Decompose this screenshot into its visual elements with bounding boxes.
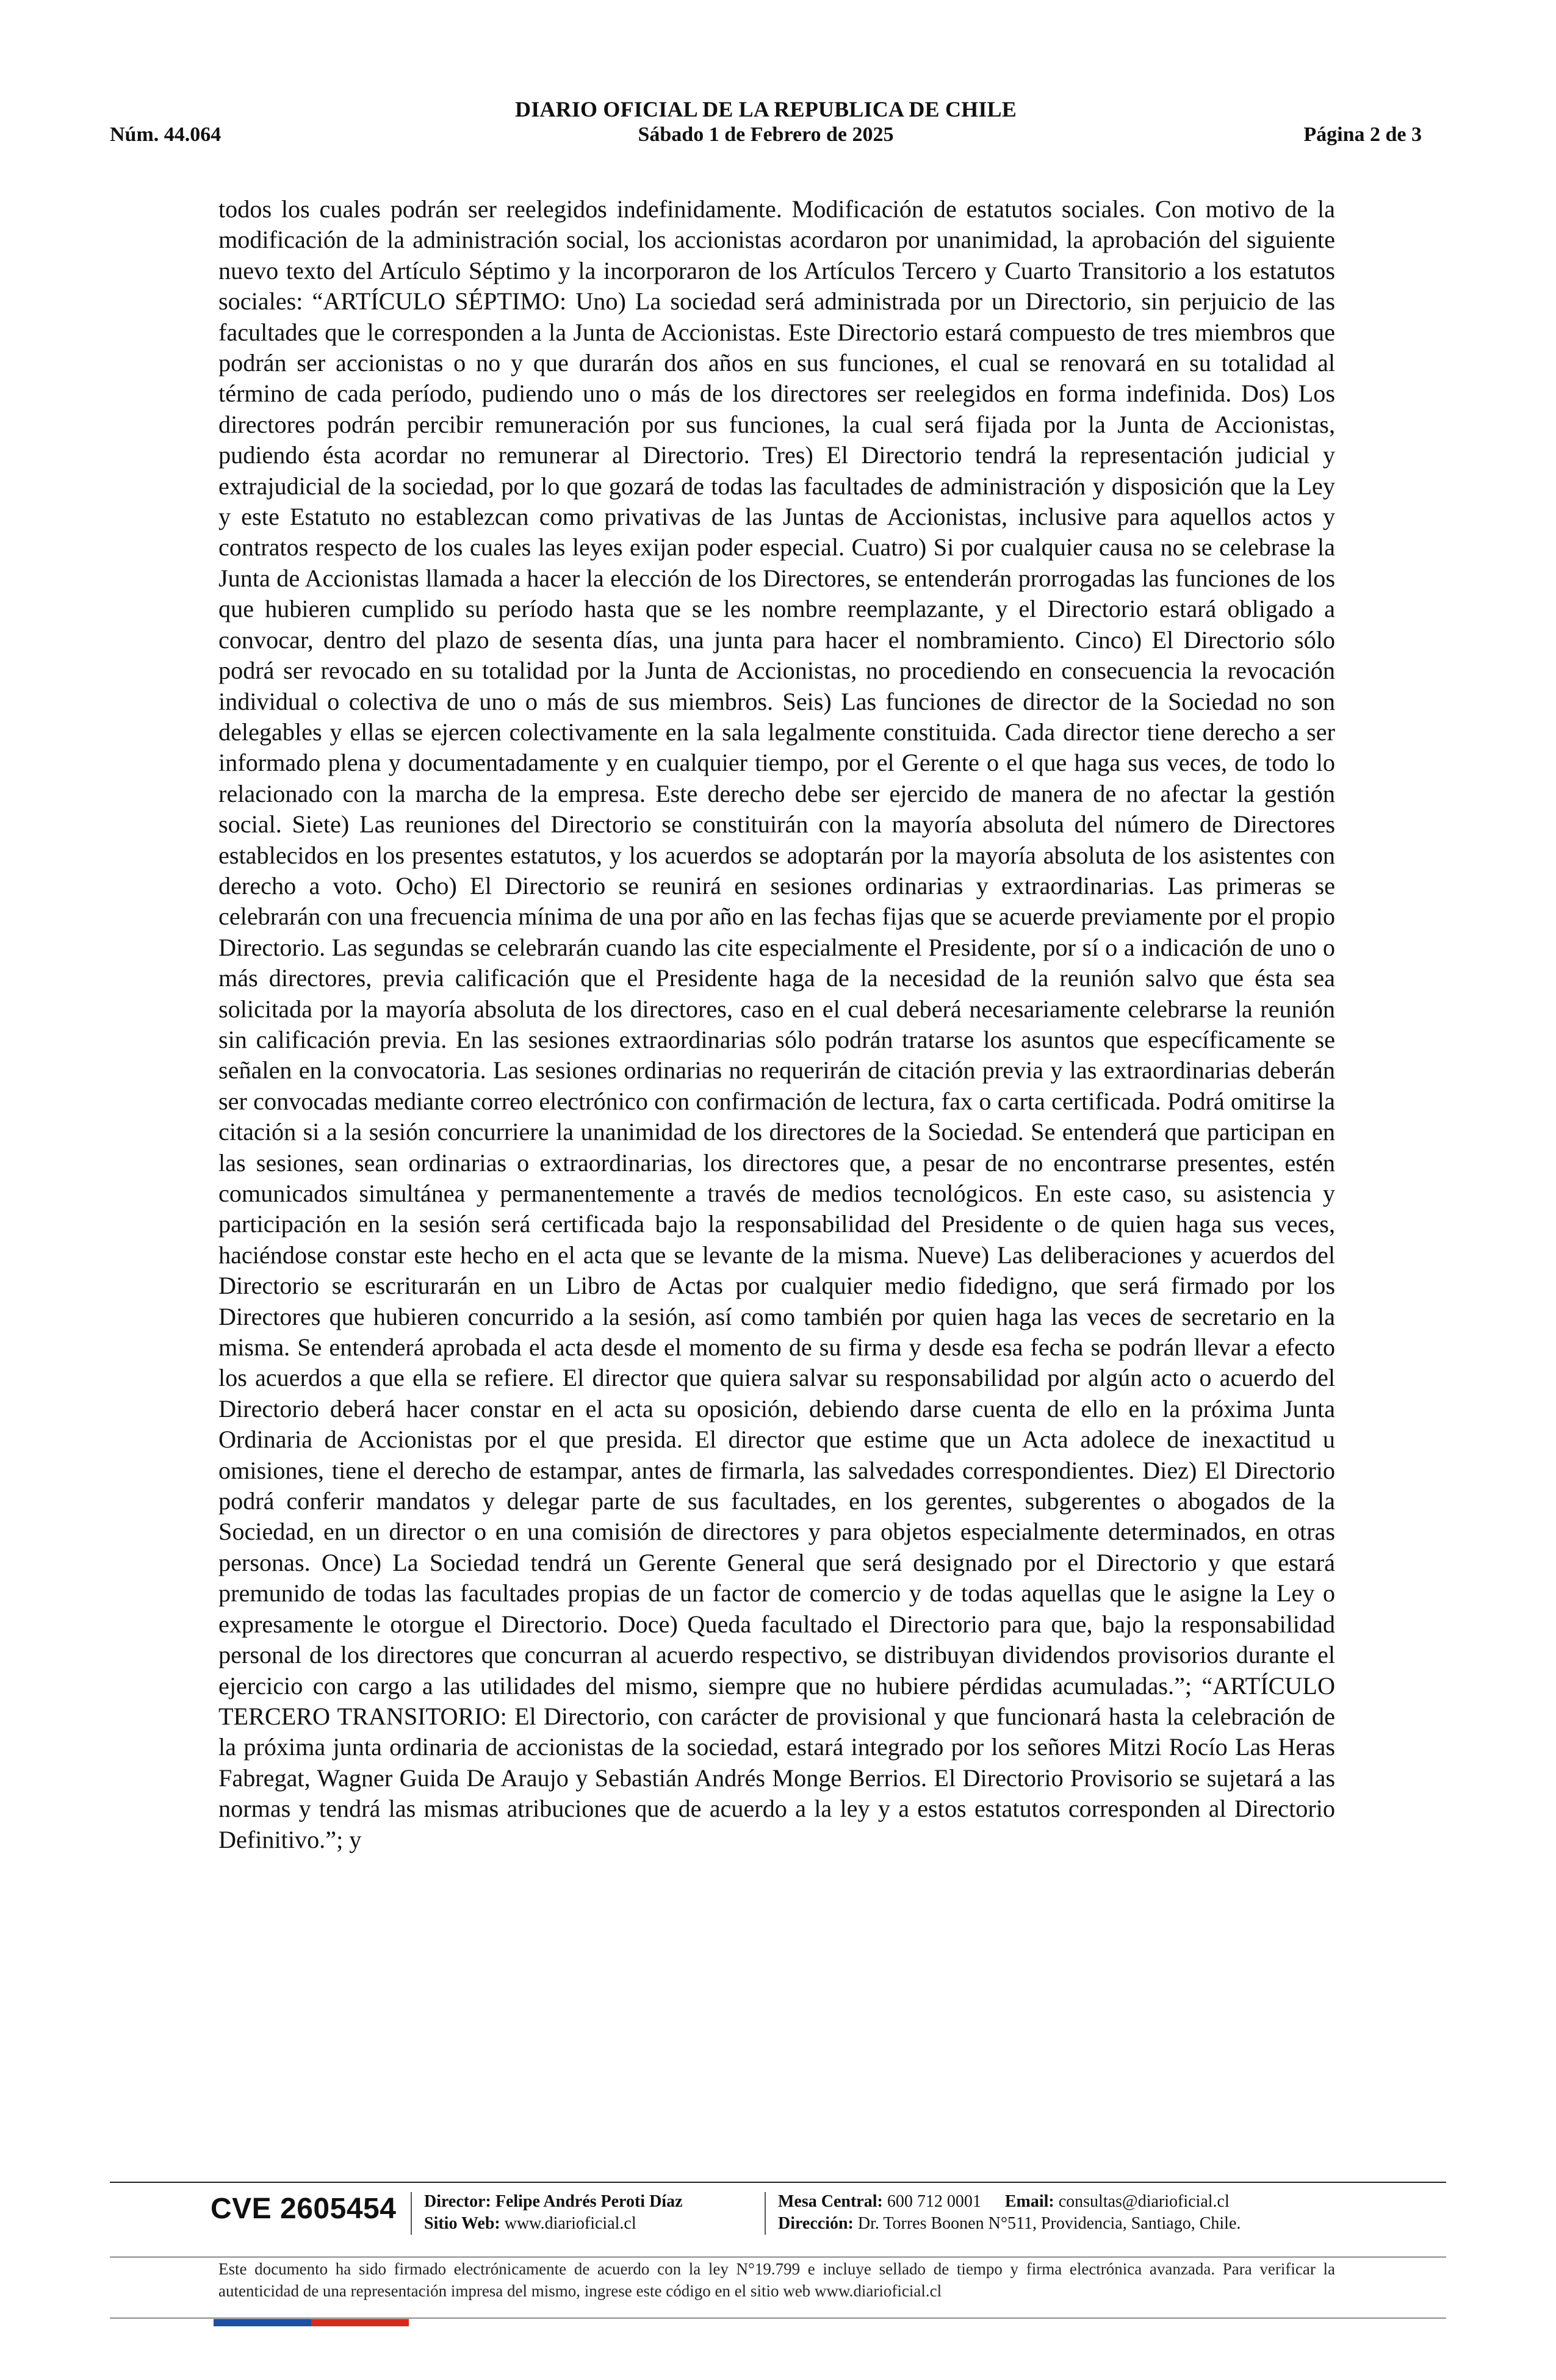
website-label: Sitio Web:	[424, 2214, 500, 2233]
footer-separator	[411, 2192, 412, 2235]
website-link[interactable]: www.diarioficial.cl	[504, 2214, 636, 2233]
flag-stripe-blue	[214, 2319, 311, 2326]
flag-stripe-red	[311, 2319, 409, 2326]
page-indicator: Página 2 de 3	[1303, 123, 1422, 146]
legal-notice: Este documento ha sido firmado electrónicamente de acuerdo con la ley N°19.799 e incluye sellado de tiempo y firma electrónica avanzada. Para verificar la autenticidad de una representación impresa del mismo, ingrese este código en el sitio web www.diarioficial.cl	[218, 2260, 1335, 2300]
email-label: Email:	[1004, 2192, 1054, 2211]
footer-divider	[110, 2182, 1446, 2183]
director-line	[424, 2191, 683, 2213]
issue-number: Núm. 44.064	[110, 123, 222, 146]
flag-stripe	[214, 2319, 409, 2326]
publication-title: DIARIO OFICIAL DE LA REPUBLICA DE CHILE	[515, 97, 1017, 121]
address-value: Dr. Torres Boonen N°511, Providencia, Santiago, Chile.	[857, 2214, 1241, 2233]
contact-line	[778, 2191, 1241, 2213]
phone-number: 600 712 0001	[887, 2192, 981, 2211]
address-line	[778, 2213, 1241, 2235]
website-line	[424, 2213, 683, 2235]
footer-contact-left	[424, 2191, 683, 2235]
cve-code: CVE 2605454	[211, 2193, 397, 2225]
footer-contact-right	[778, 2191, 1241, 2235]
address-label: Dirección:	[778, 2214, 854, 2233]
phone-label: Mesa Central:	[778, 2192, 883, 2211]
page-header	[110, 92, 1422, 153]
director-label: Director:	[424, 2192, 491, 2211]
director-name: Felipe Andrés Peroti Díaz	[495, 2192, 683, 2211]
document-body: todos los cuales podrán ser reelegidos indefinidamente. Modificación de estatutos sociales. Con motivo de la modificación de la administración social, los accionistas acordaron por unanimidad, la aprobación del siguiente nuevo texto del Artículo Séptimo y la incorporaron de los Artículos Tercero y Cuarto Transitorio a los estatutos sociales: “ARTÍCULO SÉPTIMO: Uno) La sociedad será administrada por un Directorio, sin perjuicio de las facultades que le corresponden a la Junta de Accionistas. Este Directorio estará compuesto de tres miembros que podrán ser accionistas o no y que durarán dos años en sus funciones, el cual se renovará en su totalidad al término de cada período, pudiendo uno o más de los directores ser reelegidos en forma indefinida. Dos) Los directores podrán percibir remuneración por sus funciones, la cual será fijada por la Junta de Accionistas, pudiendo ésta acordar no remunerar al Directorio. Tres) El Directorio tendrá la representación judicial y extrajudicial de la sociedad, por lo que gozará de todas las facultades de administración y disposición que la Ley y este Estatuto no establezcan como privativas de las Juntas de Accionistas, inclusive para aquellos actos y contratos respecto de los cuales las leyes exijan poder especial. Cuatro) Si por cualquier causa no se celebrase la Junta de Accionistas llamada a hacer la elección de los Directores, se entenderán prorrogadas las funciones de los que hubieren cumplido su período hasta que se les nombre reemplazante, y el Directorio estará obligado a convocar, dentro del plazo de sesenta días, una junta para hacer el nombramiento. Cinco) El Directorio sólo podrá ser revocado en su totalidad por la Junta de Accionistas, no procediendo en consecuencia la revocación individual o colectiva de uno o más de sus miembros. Seis) Las funciones de director de la Sociedad no son delegables y ellas se ejercen colectivamente en la sala legalmente constituida. Cada director tiene derecho a ser informado plena y documentadamente y en cualquier tiempo, por el Gerente o el que haga sus veces, de todo lo relacionado con la marcha de la empresa. Este derecho debe ser ejercido de manera de no afectar la gestión social. Siete) Las reuniones del Directorio se constituirán con la mayoría absoluta del número de Directores establecidos en los presentes estatutos, y los acuerdos se adoptarán por la mayoría absoluta de los asistentes con derecho a voto. Ocho) El Directorio se reunirá en sesiones ordinarias y extraordinarias. Las primeras se celebrarán con una frecuencia mínima de una por año en las fechas fijas que se acuerde previamente por el propio Directorio. Las segundas se celebrarán cuando las cite especialmente el Presidente, por sí o a indicación de uno o más directores, previa calificación que el Presidente haga de la necesidad de la reunión salvo que ésta sea solicitada por la mayoría absoluta de los directores, caso en el cual deberá necesariamente celebrarse la reunión sin calificación previa. En las sesiones extraordinarias sólo podrán tratarse los asuntos que específicamente se señalen en la convocatoria. Las sesiones ordinarias no requerirán de citación previa y las extraordinarias deberán ser convocadas mediante correo electrónico con confirmación de lectura, fax o carta certificada. Podrá omitirse la citación si a la sesión concurriere la unanimidad de los directores de la Sociedad. Se entenderá que participan en las sesiones, sean ordinarias o extraordinarias, los directores que, a pesar de no encontrarse presentes, estén comunicados simultánea y permanentemente a través de medios tecnológicos. En este caso, su asistencia y participación en la sesión será certificada bajo la responsabilidad del Presidente o de quien haga sus veces, haciéndose constar este hecho en el acta que se levante de la misma. Nueve) Las deliberaciones y acuerdos del Directorio se escriturarán en un Libro de Actas por cualquier medio fidedigno, que será firmado por los Directores que hubieren concurrido a la sesión, así como también por quien haga las veces de secretario en la misma. Se entenderá aprobada el acta desde el momento de su firma y desde esa fecha se podrán llevar a efecto los acuerdos a que ella se refiere. El director que quiera salvar su responsabilidad por algún acto o acuerdo del Directorio deberá hacer constar en el acta su oposición, debiendo darse cuenta de ello en la próxima Junta Ordinaria de Accionistas por el que presida. El director que estime que un Acta adolece de inexactitud u omisiones, tiene el derecho de estampar, antes de firmarla, las salvedades correspondientes. Diez) El Directorio podrá conferir mandatos y delegar parte de sus facultades, en los gerentes, subgerentes o abogados de la Sociedad, en un director o en una comisión de directores y para objetos especialmente determinados, en otras personas. Once) La Sociedad tendrá un Gerente General que será designado por el Directorio y que estará premunido de todas las facultades propias de un factor de comercio y de todas aquellas que le asigne la Ley o expresamente le otorgue el Directorio. Doce) Queda facultado el Directorio para que, bajo la responsabilidad personal de los directores que concurran al acuerdo respectivo, se distribuyan dividendos provisorios durante el ejercicio con cargo a las utilidades del mismo, siempre que no hubiere pérdidas acumuladas.”; “ARTÍCULO TERCERO TRANSITORIO: El Directorio, con carácter de provisional y que funcionará hasta la celebración de la próxima junta ordinaria de accionistas de la sociedad, estará integrado por los señores Mitzi Rocío Las Heras Fabregat, Wagner Guida De Araujo y Sebastián Andrés Monge Berrios. El Directorio Provisorio se sujetará a las normas y tendrá las mismas atribuciones que de acuerdo a la ley y a estos estatutos corresponden al Directorio Definitivo.”; y	[218, 195, 1335, 1853]
footer-separator	[765, 2192, 766, 2235]
email-link[interactable]: consultas@diarioficial.cl	[1058, 2192, 1230, 2211]
issue-date: Sábado 1 de Febrero de 2025	[638, 123, 894, 146]
